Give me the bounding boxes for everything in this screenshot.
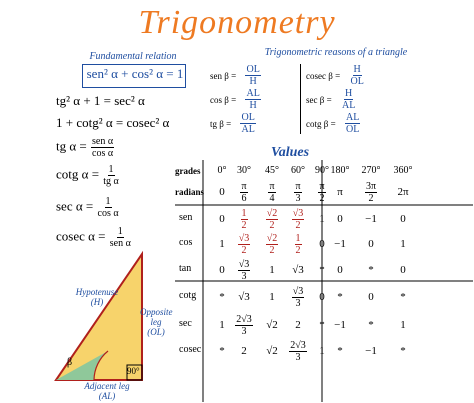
value-cell-den: 2 <box>269 244 275 256</box>
row-label-cos: cos <box>179 237 193 248</box>
radian-cell-fraction <box>365 181 377 204</box>
row-label-sen: sen <box>179 212 193 223</box>
radian-cell-fraction <box>268 181 275 204</box>
value-cell-fraction <box>235 314 253 337</box>
def-sec-lhs: sec α = <box>56 198 94 214</box>
reason-fraction <box>340 112 366 135</box>
def-cotg-fraction <box>103 164 119 187</box>
grade-cell: 0° <box>217 164 227 176</box>
trig-reasons-label: Trigonometric reasons of a triangle <box>264 47 408 58</box>
value-cell: −1 <box>334 238 346 250</box>
identity-tg-sec: tg² α + 1 = sec² α <box>56 93 145 108</box>
radian-cell: 2π <box>397 186 409 198</box>
value-cell-fraction <box>238 259 251 282</box>
reasons-divider <box>300 64 301 134</box>
reason-den: OL <box>350 76 364 87</box>
reason-den: AL <box>241 124 255 135</box>
value-cell: 1 <box>400 319 406 331</box>
value-cell-den: 3 <box>241 270 247 282</box>
radian-cell <box>260 179 284 205</box>
value-cell: * <box>219 345 225 357</box>
value-cell: 1 <box>219 319 225 331</box>
reason-right-2 <box>306 112 367 135</box>
radian-cell-den: 4 <box>269 192 275 204</box>
value-cell-num: 1 <box>241 207 247 219</box>
fundamental-relation-label: Fundamental relation <box>89 51 177 62</box>
value-cell <box>232 206 256 232</box>
def-cotg-lhs: cotg α = <box>56 166 100 182</box>
value-cell: * <box>368 264 374 276</box>
radian-cell-num: π <box>295 180 301 192</box>
value-cell-den: 3 <box>241 325 247 337</box>
adjacent-leg-label: Adjacent leg <box>84 381 130 391</box>
grade-cell: 90° <box>315 164 329 176</box>
def-cosec-num: 1 <box>117 226 123 237</box>
reason-num: AL <box>345 112 360 123</box>
value-cell-num: √2 <box>266 232 278 244</box>
value-cell-den: 2 <box>295 219 301 231</box>
reason-lhs: cos β = <box>210 94 237 105</box>
reason-num: OL <box>246 64 260 75</box>
grade-cell: 180° <box>330 164 350 176</box>
opposite-leg-label: Opposite <box>140 307 173 317</box>
def-sec-fraction <box>98 196 119 219</box>
grade-cell: 45° <box>265 164 279 176</box>
value-cell: −1 <box>334 319 346 331</box>
def-sec <box>56 196 120 219</box>
def-cosec-fraction <box>110 226 131 249</box>
reason-den: H <box>249 76 257 87</box>
value-cell: * <box>400 345 406 357</box>
value-cell: * <box>219 291 225 303</box>
value-cell <box>286 206 310 232</box>
value-cell: 2 <box>241 345 247 357</box>
value-cell: 1 <box>269 264 275 276</box>
radian-cell <box>286 179 310 205</box>
value-cell <box>286 231 310 257</box>
hypotenuse-abbr: (H) <box>90 297 104 307</box>
reason-lhs: sec β = <box>306 94 332 105</box>
reason-lhs: sen β = <box>210 70 237 81</box>
value-cell <box>260 206 284 232</box>
value-cell: * <box>319 319 325 331</box>
reason-fraction <box>235 112 261 135</box>
value-cell-num: 1 <box>295 232 301 244</box>
value-cell-fraction <box>292 208 305 231</box>
row-label-cotg: cotg <box>179 290 197 301</box>
value-cell: 0 <box>400 213 406 225</box>
value-cell: 1 <box>219 238 225 250</box>
value-cell-fraction <box>295 233 302 256</box>
reason-num: H <box>353 64 361 75</box>
radian-cell: π <box>337 186 343 198</box>
value-cell-den: 2 <box>295 244 301 256</box>
def-cotg <box>56 164 120 187</box>
reason-den: AL <box>341 100 356 111</box>
row-label-tan: tan <box>179 263 192 274</box>
value-cell: √3 <box>292 264 304 276</box>
value-cell: √2 <box>266 345 278 357</box>
value-cell: 1 <box>319 213 325 225</box>
value-cell-den: 2 <box>269 219 275 231</box>
value-cell: * <box>400 291 406 303</box>
value-cell-fraction <box>241 208 248 231</box>
value-cell-den: 3 <box>295 351 301 363</box>
radians-header: radians <box>175 187 205 197</box>
value-cell: 2 <box>295 319 301 331</box>
radian-cell <box>359 179 383 205</box>
def-sec-num: 1 <box>105 196 111 207</box>
value-cell-num: √3 <box>238 258 250 270</box>
reason-fraction <box>240 64 266 87</box>
radian-cell-num: π <box>319 180 325 192</box>
value-cell-num: √3 <box>292 207 304 219</box>
def-cosec-lhs: cosec α = <box>56 228 106 244</box>
radian-cell-fraction <box>240 181 247 204</box>
radian-cell <box>232 179 256 205</box>
opposite-leg-label-2: leg <box>150 317 162 327</box>
reason-fraction <box>240 88 266 111</box>
value-cell-fraction <box>292 286 305 309</box>
reason-num: H <box>345 88 353 99</box>
value-cell-num: 2√3 <box>290 339 306 351</box>
value-cell-num: √3 <box>292 285 304 297</box>
radian-cell-den: 6 <box>241 192 247 204</box>
grade-cell: 30° <box>237 164 251 176</box>
value-cell: 1 <box>400 238 406 250</box>
opposite-leg-abbr: (OL) <box>147 327 165 337</box>
right-angle-label: 90° <box>127 366 140 376</box>
value-cell: 0 <box>219 213 225 225</box>
value-cell-den: 2 <box>241 219 247 231</box>
value-cell: −1 <box>365 213 377 225</box>
reason-fraction <box>344 64 370 87</box>
reason-lhs: cosec β = <box>306 70 341 81</box>
value-cell-den: 3 <box>295 297 301 309</box>
value-cell: 0 <box>337 264 343 276</box>
radian-cell-num: 3π <box>365 180 377 192</box>
grade-cell: 360° <box>393 164 413 176</box>
page-title: Trigonometry <box>138 4 336 41</box>
radian-cell-den: 2 <box>319 192 325 204</box>
identity-cotg-cosec: 1 + cotg² α = cosec² α <box>56 115 170 130</box>
reason-lhs: cotg β = <box>306 118 336 129</box>
value-cell <box>286 284 310 310</box>
value-cell-den: 2 <box>241 244 247 256</box>
def-cotg-num: 1 <box>108 164 114 175</box>
reason-num: AL <box>246 88 260 99</box>
value-cell-fraction <box>238 233 251 256</box>
radian-cell-num: π <box>241 180 247 192</box>
reason-left-1 <box>210 88 267 111</box>
value-cell-fraction <box>266 208 279 231</box>
value-cell: √3 <box>238 291 250 303</box>
fundamental-identity: sen² α + cos² α = 1 <box>86 66 184 81</box>
value-cell <box>260 231 284 257</box>
value-cell: 0 <box>219 264 225 276</box>
adjacent-leg-abbr: (AL) <box>98 391 116 401</box>
value-cell: 1 <box>319 345 325 357</box>
value-cell-num: √3 <box>238 232 250 244</box>
value-cell: * <box>337 291 343 303</box>
value-cell-fraction <box>289 340 307 363</box>
value-cell-num: 2√3 <box>236 313 252 325</box>
grade-cell: 60° <box>291 164 305 176</box>
def-sec-den: cos α <box>97 208 119 219</box>
reason-num: OL <box>241 112 255 123</box>
value-cell: 0 <box>368 291 374 303</box>
def-tg <box>56 136 115 159</box>
radian-cell-num: π <box>269 180 275 192</box>
values-label: Values <box>270 145 310 160</box>
def-tg-den: cos α <box>92 148 114 159</box>
value-cell <box>232 231 256 257</box>
radian-cell-den: 3 <box>295 192 301 204</box>
def-tg-num: sen α <box>92 136 114 147</box>
def-tg-fraction <box>91 136 114 159</box>
reason-lhs: tg β = <box>210 118 232 129</box>
value-cell: 0 <box>319 238 325 250</box>
radian-cell-fraction <box>318 181 325 204</box>
reason-left-2 <box>210 112 262 135</box>
def-tg-lhs: tg α = <box>56 138 87 154</box>
hypotenuse-label: Hypotenuse <box>75 287 119 297</box>
value-cell: * <box>319 264 325 276</box>
reason-right-1 <box>306 88 363 111</box>
radian-cell: 0 <box>219 186 225 198</box>
reason-left-0 <box>210 64 267 87</box>
value-cell: 1 <box>269 291 275 303</box>
grades-header: grades <box>175 166 201 176</box>
value-cell: * <box>337 345 343 357</box>
value-cell: √2 <box>266 319 278 331</box>
value-cell <box>286 338 310 364</box>
def-cosec <box>56 226 132 249</box>
value-cell: 0 <box>368 238 374 250</box>
grade-cell: 270° <box>361 164 381 176</box>
radian-cell-fraction <box>294 181 301 204</box>
reason-den: H <box>249 100 257 111</box>
row-label-cosec: cosec <box>179 344 202 355</box>
reason-fraction <box>336 88 362 111</box>
value-cell <box>232 257 256 283</box>
value-cell: * <box>368 319 374 331</box>
def-cosec-den: sen α <box>109 238 131 249</box>
radian-cell-den: 2 <box>368 192 374 204</box>
values-table <box>175 160 473 402</box>
value-cell: −1 <box>365 345 377 357</box>
value-cell-fraction <box>266 233 279 256</box>
def-cotg-den: tg α <box>103 176 119 187</box>
beta-angle-label: β <box>67 357 73 368</box>
reason-den: OL <box>345 124 360 135</box>
value-cell-num: √2 <box>266 207 278 219</box>
value-cell: 0 <box>337 213 343 225</box>
value-cell: 0 <box>319 291 325 303</box>
row-label-sec: sec <box>179 318 192 329</box>
value-cell <box>232 312 256 338</box>
reason-right-0 <box>306 64 371 87</box>
value-cell: 0 <box>400 264 406 276</box>
